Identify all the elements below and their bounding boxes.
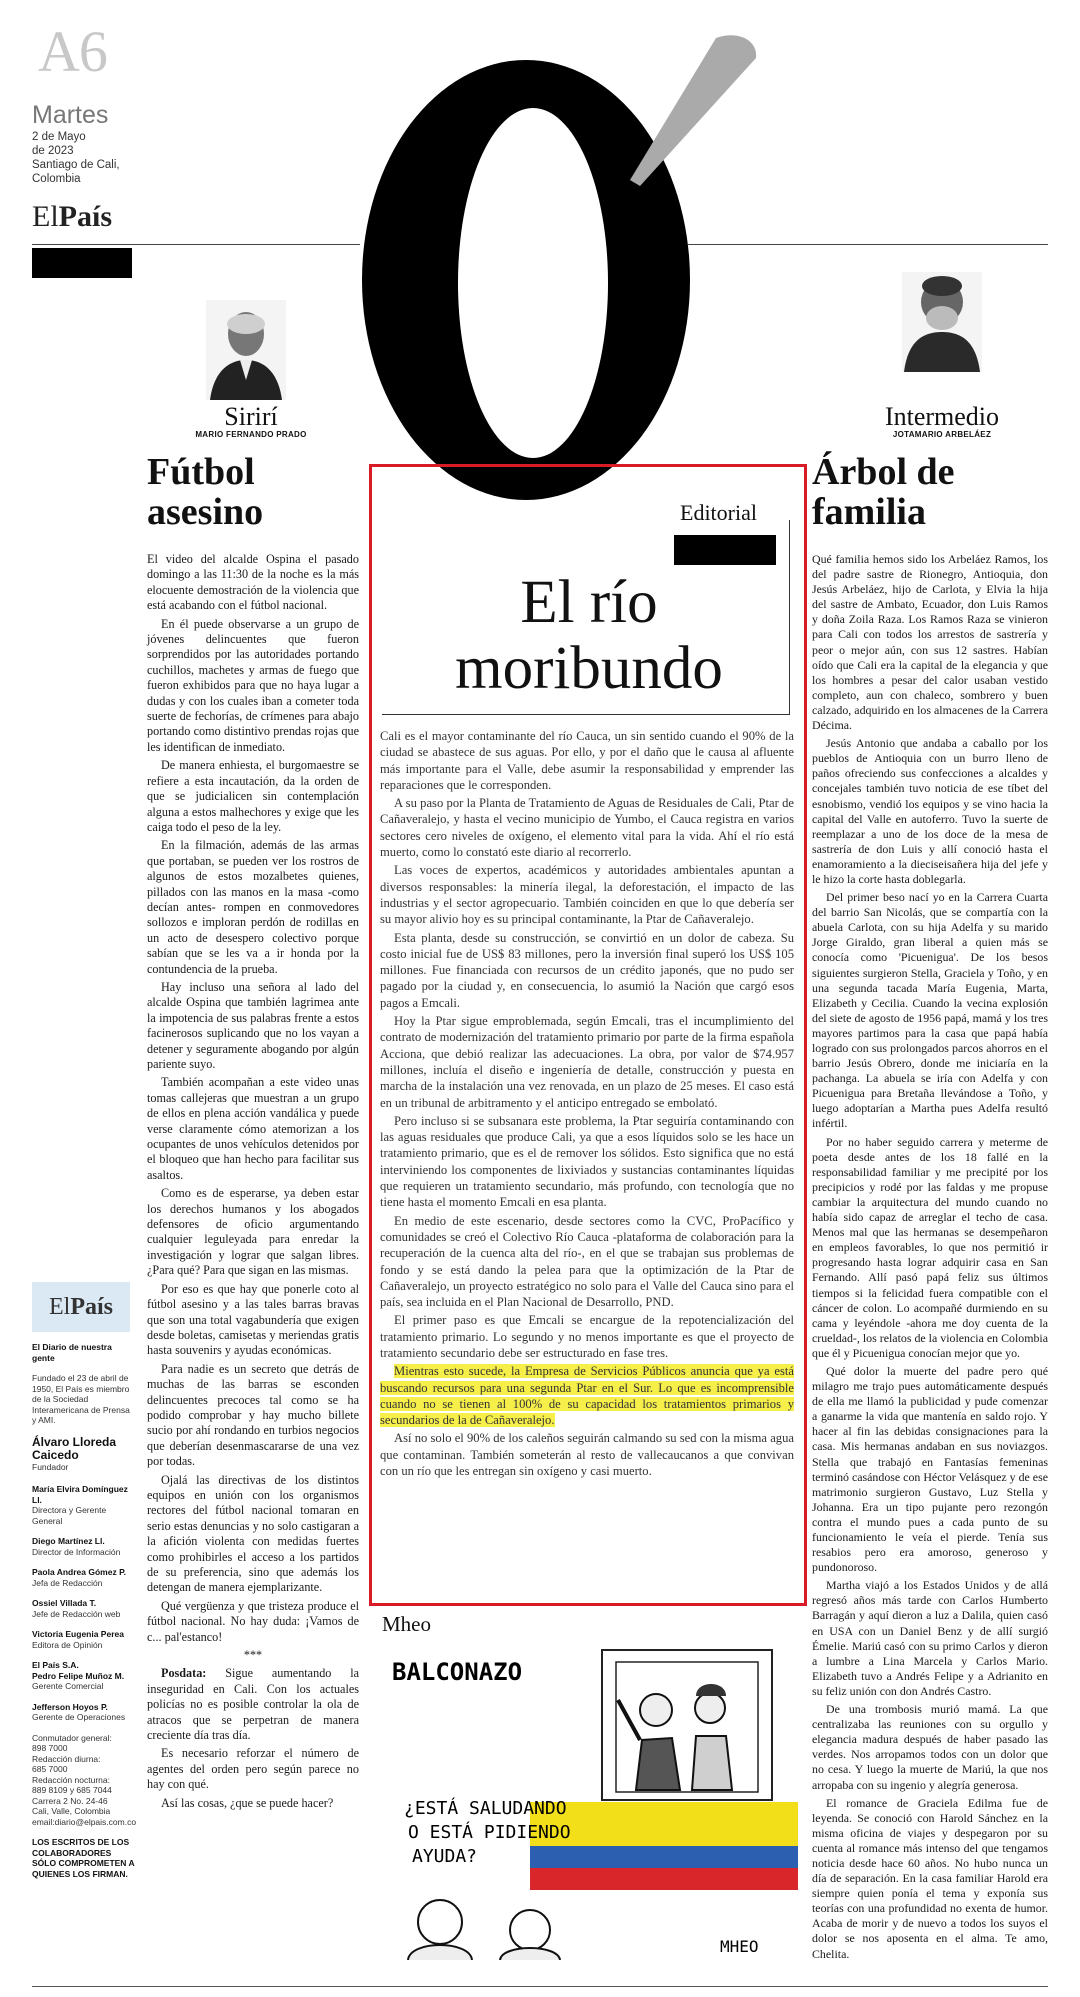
header-rule-left	[32, 244, 360, 245]
paragraph: Martha viajó a los Estados Unidos y de allá regresó años más tarde con Carlos Humberto Barragán y aquí dieron a luz a Dalila, quien casó en USA con un Daniel Benz y de allí surgió Émelie. Mariú casó con su primo Carlos y dieron a lumbre a Lina Marcela y Carlos Mario. Elizabeth tuvo a Andrés Felipe y a Adrianito en su feliz unión con don Andrés Castro.	[812, 1578, 1048, 1698]
editorial-title: El río moribundo	[455, 569, 723, 702]
paragraph: En la filmación, además de las armas que portaban, se pueden ver los rostros de algunos de estos mozalbetes quienes, pillados con las manos en la masa -como decían antes- rompen en conmovedores sollozos e imploran perdón de rodillas en un acto de desespero colectivo porque sabían que se les va a ir honda por la contundencia de la prueba.	[147, 838, 359, 976]
bottom-rule	[32, 1986, 1048, 1987]
logo-light: El	[32, 200, 59, 233]
flag-stripe-red	[530, 1868, 798, 1890]
paragraph: De manera enhiesta, el burgomaestre se refiere a esta incautación, da la orden de que se judicialicen sin contemplación alguna a estos malhechores y exige que les caiga todo el peso de la ley.	[147, 758, 359, 834]
paragraph: Para nadie es un secreto que detrás de muchas de las barras se esconden delincuentes precoces tal como se ha podido comprobar y hay mucho billete sucio por ahí rondando en turbios negocios que deberían desenmascararse de una vez por todas.	[147, 1361, 359, 1469]
paragraph: Ojalá las directivas de los distintos equipos en unión con los organismos rectores del fútbol nacional tomaran en serio estas denuncias y no solo castigaran a la afición violenta con medidas fuertes como prohibirles el acceso a los partidos de su preferencia, sino que además los detengan de manera ejemplarizante.	[147, 1472, 359, 1595]
paragraph: Por no haber seguido carrera y meterme de poeta desde antes de los 18 fallé en la responsabilidad familiar y me precipité por los precipicios y rodé por las faldas y me propuse cambiar la arquitectura del mundo cuando no había sido capaz de arreglar el techo de casa. Menos mal que las hermanas se desempeñaron en empleos favorables, lo que nos permitió ir progresando hasta lograr adquirir casa en San Fernando. Allí pasó papá feliz sus últimos tiempos si la felicidad fuera compatible con el cáncer de colon. Lo acompañé durmiendo en su cama y leyéndole -ahora me doy cuenta de la crueldad-, los relatos de la violencia en Colombia que él y Picuenigua conocían mejor que yo.	[812, 1134, 1048, 1360]
staff-name: Diego Martínez Ll.	[32, 1536, 105, 1546]
left-headline: Fútbol asesino	[147, 451, 264, 533]
paragraph: Hoy la Ptar sigue emproblemada, según Emcali, tras el incumplimiento del contrato de modernización del tratamiento primario por parte de la firma española Acciona, que debió realizar las adecuaciones. La obra, por valor de $74.957 millones, incluía el diseño e ingeniería de detalle, construcción y puesta en marcha de la instalación una vez renovada, en un plazo de 25 meses. El caso está en un tribunal de arbitramento y el anticipo entregado se embolató.	[380, 1014, 794, 1110]
o-counter	[458, 108, 608, 458]
cartoon-caption-2: O ESTÁ PIDIENDO	[408, 1822, 571, 1843]
paragraph: Así las cosas, ¿que se puede hacer?	[161, 1795, 334, 1810]
staff-name: Victoria Eugenia Perea	[32, 1629, 124, 1639]
cartoon-author-heading: Mheo	[382, 1612, 431, 1636]
paragraph: Es necesario reforzar el número de agentes del orden pero según parece no hay con qué.	[147, 1746, 359, 1792]
paragraph: Por eso es que hay que ponerle coto al fútbol asesino y a las tales barras bravas que son una total vagabundería que exigen desde boletas, camisetas y meriendas gratis hasta souvenirs y ayudas económicas.	[147, 1281, 359, 1358]
staff-name: María Elvira Domínguez Ll.	[32, 1484, 128, 1505]
portrait-left	[206, 300, 286, 400]
paragraph: Hay incluso una señora al lado del alcalde Ospina que también lagrimea ante la impotencia de sus palabras frente a estos facinerosos suplicando que no los vayan a detener y seguramente abogando por algún pariente suyo.	[147, 979, 359, 1071]
founder-role: Fundador	[32, 1461, 69, 1472]
page-number: A6	[38, 19, 107, 84]
sidebar-logo-bold: País	[70, 1294, 113, 1320]
staff-role: Director de Información	[32, 1546, 121, 1557]
staff-name: Paola Andrea Gómez P.	[32, 1567, 127, 1577]
paragraph: En él puede observarse a un grupo de jóvenes delincuentes que fueron sorprendidos por las autoridades portando cuchillos, machetes y armas de fuego que fueron exhibidos para que no haya lugar a dudas y con los cuales iban a cometer toda suerte de fechorías, de crímenes para abajo portando como distintivo prendas rojas que les identifican de inmediato.	[147, 616, 359, 754]
column-name-right: Intermedio	[884, 402, 1000, 431]
right-headline: Árbol de familia	[812, 451, 955, 533]
right-article-body	[812, 552, 1048, 1965]
left-article-body	[147, 552, 359, 1814]
tagline: El Diario de nuestra gente	[32, 1342, 112, 1363]
staff-role: Gerente Comercial	[32, 1681, 104, 1691]
paragraph: Como es de esperarse, ya deben estar los derechos humanos y los abogados defensores de oficio argumentando cualquier leguleyada para enredar la investigación y lograr que salgan libres. ¿Para qué? Para que sigan en las mismas.	[147, 1186, 359, 1278]
sidebar-logo	[32, 1282, 130, 1332]
staff-role: Directora y Gerente General	[32, 1505, 107, 1526]
logo-bold: País	[58, 200, 113, 233]
contact-info: Conmutador general: 898 7000 Redacción diurna: 685 7000 Redacción nocturna: 889 8109 y 685 7044 Carrera 2 No. 24-46 Cali, Valle, Colombia email:diario@elpais.com.co	[32, 1732, 137, 1827]
logo-bar	[32, 248, 132, 278]
paragraph: De una trombosis murió mamá. La que centralizaba las reuniones con su orgullo y elegancia madura después de haber pasado las verdes. Nos arropamos todos con un dolor que no cesa. Y luego la muerte de Mariú, la que nos arropaba con su ingenio y alegría generosa.	[812, 1702, 1048, 1792]
staff-name: El País S.A. Pedro Felipe Muñoz M.	[32, 1660, 125, 1681]
flag-stripe-blue	[530, 1846, 798, 1868]
paragraph: Del primer beso nací yo en la Carrera Cuarta del barrio San Nicolás, que se compartía con la abuela Carlota, con su hija Adelfa y su marido Jorge Giraldo, gran liberal a quien más se conocía como 'Picuenigua'. De los besos siguientes surgieron Stella, Graciela y Toño, y en una segunda tacada María Eugenia, Marta, Elizabeth y Cecilia. Cuando la vecina explosión del siete de agosto de 1956 papá, mamá y los tres mayores partimos para la casa que papá había logrado con sus prolongados parcos ahorros en el barrio Jesús Obrero, donde me iniciaría en la pachanga. La abuela se iría con Adelfa y con Picuenigua para Bretaña llevándose a Toño, y luego adoptarían a Martha pues Adelfa resultó infértil.	[812, 890, 1048, 1131]
paragraph: El video del alcalde Ospina el pasado domingo a las 11:30 de la noche es la más elocuente demostración de la violencia que está acabando con el fútbol nacional.	[147, 552, 359, 613]
posdata-text: Sigue aumentando la inseguridad en Cali. Con los actuales policías no es posible controlar la ola de atracos que se perpetran de manera creciente día tras día.	[147, 1666, 360, 1743]
masthead	[32, 1342, 136, 1879]
posdata-label: Posdata:	[161, 1666, 207, 1681]
cartoon-signature: MHEO	[720, 1937, 759, 1956]
paragraph: Pero incluso si se subsanara este problema, la Ptar seguiría contaminando con las aguas residuales que produce Cali, ya que a esos líquidos solo se les hace un tratamiento primario, que es el de remover los sólidos. Esto significa que no está interviniendo los componentes de lixiviados y sustancias contaminantes líquidas que requieren un tratamiento secundario, más profundo, con tecnología que no tiene hasta el momento Emcali en esa planta.	[380, 1113, 794, 1210]
paragraph: Cali es el mayor contaminante del río Cauca, un sin sentido cuando el 90% de la ciudad se abastece de sus aguas. Por ello, y por el daño que le causa al afluente más importante para el Valle, debe asumir la responsabilidad y emprender las reparaciones que le corresponden.	[380, 729, 794, 792]
column-name-left: Sirirí	[224, 402, 278, 431]
founder-name: Álvaro Lloreda Caicedo	[32, 1434, 117, 1462]
editorial-label: Editorial	[680, 500, 757, 525]
column-author-right: JOTAMARIO ARBELÁEZ	[892, 430, 992, 439]
editorial-label-bar	[674, 535, 776, 565]
sidebar-logo-light: El	[49, 1294, 71, 1320]
staff-role: Editora de Opinión	[32, 1639, 103, 1650]
cartoon-title: BALCONAZO	[392, 1658, 523, 1686]
paragraph: Qué dolor la muerte del padre pero qué milagro me trajo pues automáticamente después de ella me llamó la publicidad y pude comenzar a ganarme la vida que mantenía en saldo rojo. Y hacer al fin las debidas consignaciones para la casa. Mis hermanas andaban en sus noviazgos. Stella que trabajó en Fantasías femeninas terminó casándose con Héctor Velásquez y de ese matrimonio surgieron Gustavo, Luz Stella y Johanna. Era un tipo pujante pero rezongón contra el mundo pues a cada punto de su funcionamiento le veía el pierde. Tenía sus resabios pero era amoroso, generoso y pundonoroso.	[812, 1363, 1048, 1575]
paragraph: El primer paso es que Emcali se encargue de la repotencialización del tratamiento primario. Lo segundo y no menos importante es que el proyecto de tratamiento secundario debe ser estructurado en fase tres.	[380, 1313, 794, 1360]
highlighted-text: Mientras esto sucede, la Empresa de Servicios Públicos anuncia que ya está buscando recursos para una segunda Ptar en el Sur. Lo que es incomprensible cuando no se tienen al 100% de su capacidad los tratamientos primarios y secundarios de la de Cañaveralejo.	[380, 1364, 794, 1428]
newspaper-logo	[32, 200, 112, 234]
paragraph: Jesús Antonio que andaba a caballo por los pueblos de Antioquia con un burro lleno de paños ofreciendo sus confecciones a alcaldes y concejales también tuvo noticia de ese tíbet del esnobismo, vendió los equipos y se vino hacia la capital del Valle en autoferro. Tuvo la suerte de reemplazar a uno de los doce de la mesa de sastrería de don Luis y allí conoció hasta el enamoramiento a la dieciseisañera hija del jefe y le hizo la corte hasta doblegarla.	[812, 736, 1048, 886]
cartoon-caption-1: ¿ESTÁ SALUDANDO	[404, 1798, 567, 1819]
staff-name: Ossiel Villada T.	[32, 1598, 97, 1608]
paragraph: El romance de Graciela Edilma fue de leyenda. Se conoció con Harold Sánchez en la misma oficina de viajes y despegaron por su cuenta al romance más intenso del que tengamos noticia desde hace 60 años. No hubo nunca un día de separación. En la casa familiar Harold era siempre quien ponía el tema y exponía sus teorías con una profundidad no exenta de humor. Acaba de morir y de nuevo a todos los suyos el dolor se nos aposenta en el alma. Te amo, Chelita.	[812, 1795, 1048, 1961]
paragraph: Las voces de expertos, académicos y autoridades ambientales apuntan a diversos responsables: la minería ilegal, la deforestación, el impacto de las industrias y el sector agropecuario. También coinciden en que lo que debería ser su mayor alivio hoy es su principal contaminante, la Ptar de Cañaveralejo.	[380, 863, 794, 927]
disclaimer: LOS ESCRITOS DE LOS COLABORADORES SÓLO COMPROMETEN A QUIENES LOS FIRMAN.	[32, 1837, 135, 1879]
staff-role: Jefa de Redacción	[32, 1577, 103, 1588]
acute-accent-shape	[620, 30, 760, 190]
founded-note: Fundado el 23 de abril de 1950, El País es miembro de la Sociedad Interamericana de Prensa y AMI.	[32, 1373, 130, 1425]
paragraph: Qué vergüenza y que tristeza produce el fútbol nacional. No hay duda: ¡Vamos de c... pal'estanco!	[147, 1598, 359, 1644]
header-rule-right	[688, 244, 1048, 245]
paragraph: Qué familia hemos sido los Arbeláez Ramos, los del padre sastre de Rionegro, Antioquia, don Jesús Arbeláez, hijo de Carlota, y Elvia la hija del sastre de Ambato, Ecuador, don Luis Ramos y doña Zoila Raza. Los Ramos Raza se vinieron para Cali con todos los arrestos de sastrería y peor o mejor aún, con sus 12 sastres. Habían oído que Cali era la capital de la elegancia y que los hombres a pesar del calor usaban vestido completo, aun con chaleco, sombrero y buen calzado, adquirido en los almacenes de la Carrera Décima.	[812, 552, 1048, 733]
weekday: Martes	[32, 101, 109, 129]
date-location: 2 de Mayo de 2023 Santiago de Cali, Colombia	[32, 131, 120, 185]
paragraph: Esta planta, desde su construcción, se convirtió en un dolor de cabeza. Su costo inicial fue de US$ 83 millones, pero la inversión final superó los US$ 105 millones. Fue financiada con recursos de un crédito japonés, que no pudo ser pagado por la ciudad y, en consecuencia, lo asumió la Nación que cargó esos pagos a Emcali.	[380, 930, 794, 1010]
separator: ***	[243, 1648, 263, 1663]
portrait-right	[902, 272, 982, 372]
date-block	[32, 102, 172, 186]
paragraph: A su paso por la Planta de Tratamiento de Aguas de Residuales de Cali, Ptar de Cañaveralejo, y hasta el vecino municipio de Yumbo, el Cauca registra en varios sectores cero niveles de oxígeno, el elemento vital para la vida. Ahí el río está muerto, como lo constató este diario al recorrerlo.	[380, 796, 794, 860]
cartoon-caption-3: AYUDA?	[412, 1846, 478, 1867]
staff-role: Jefe de Redacción web	[32, 1608, 121, 1619]
paragraph: En medio de este escenario, desde sectores como la CVC, ProPacífico y comunidades se creó el Colectivo Río Cauca -plataforma de colaboración para la recuperación de la cuenca alta del río-, en el que se trabajan sus problemas de fondo y se está dando la pelea para que la optimización de la Ptar de Cañaveralejo, un proyecto estratégico no solo para el Valle del Cauca sino para el país, sea incluida en el Plan Nacional de Desarrollo, PND.	[380, 1213, 794, 1310]
paragraph: Así no solo el 90% de los caleños seguirán calmando su sed con la misma agua que contaminan. También someterán al resto de vallecaucanos a que convivan con un río que les entregan sin oxígeno y casi muerto.	[380, 1431, 794, 1479]
editorial-body	[380, 728, 794, 1481]
cartoon-illustration	[380, 1640, 798, 1960]
paragraph: También acompañan a este video unas tomas callejeras que muestran a un grupo de ellos en plena acción vandálica y puede verse claramente cómo atemorizan a los ocupantes de unos vehículos detenidos por el bloqueo que han hecho para facilitar sus asaltos.	[147, 1075, 359, 1182]
staff-name: Jefferson Hoyos P.	[32, 1701, 108, 1712]
column-author-left: MARIO FERNANDO PRADO	[195, 430, 307, 439]
staff-role: Gerente de Operaciones	[32, 1712, 126, 1722]
